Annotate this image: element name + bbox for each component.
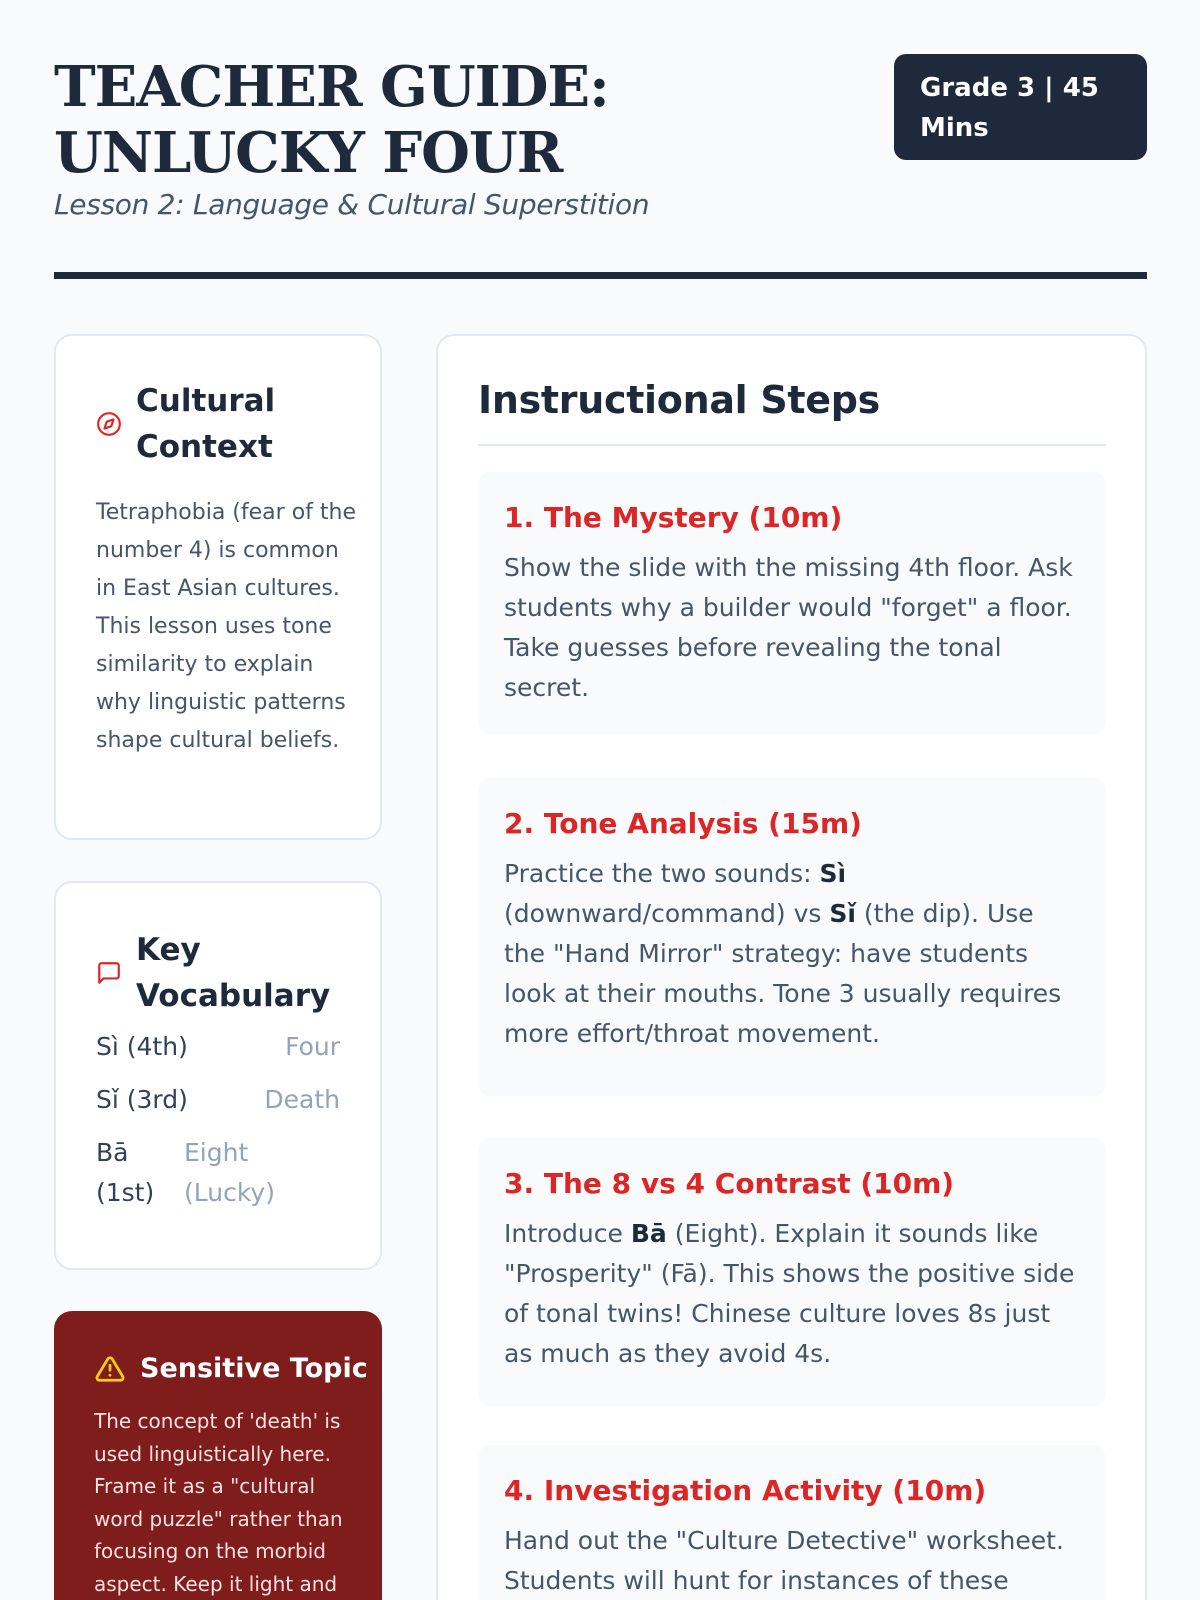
vocab-meaning: Eight (Lucky) <box>184 1138 275 1207</box>
instructional-steps-panel <box>436 334 1147 1600</box>
cultural-context-card <box>54 334 382 840</box>
step-card <box>478 472 1106 734</box>
cultural-context-title: Cultural Context <box>136 383 276 465</box>
step-card <box>478 1138 1106 1406</box>
step-text-part: Introduce <box>504 1219 631 1248</box>
vocab-meaning: Four <box>285 1032 340 1061</box>
key-vocabulary-title: Key Vocabulary <box>136 932 331 1014</box>
step-text-bold: Sǐ <box>829 899 856 928</box>
step-text <box>504 854 1080 1054</box>
speech-bubble-icon <box>96 960 122 986</box>
step-text: Show the slide with the missing 4th floor. Ask students why a builder would "forget" a floor. Take guesses before revealing the tonal secret. <box>504 553 1073 702</box>
page-title: TEACHER GUIDE: UNLUCKY FOUR <box>54 54 609 186</box>
cultural-context-text: Tetraphobia (fear of the number 4) is common in East Asian cultures. This lesson uses tone similarity to explain why linguistic patterns shape cultural beliefs. <box>96 500 356 753</box>
lesson-subtitle: Lesson 2: Language & Cultural Superstition <box>54 188 650 221</box>
step-text <box>504 1214 1080 1374</box>
step-text: Hand out the "Culture Detective" worksheet. Students will hunt for instances of these <box>504 1526 1064 1595</box>
warning-triangle-icon <box>94 1354 126 1384</box>
sensitive-topic-title: Sensitive Topic <box>140 1353 368 1384</box>
step-text-part: Practice the two sounds: <box>504 859 820 888</box>
key-vocabulary-card <box>54 881 382 1270</box>
instructional-steps-title: Instructional Steps <box>478 378 880 422</box>
vocab-term: Sì (4th) <box>96 1032 188 1061</box>
sensitive-topic-heading <box>94 1353 368 1384</box>
step-title: 1. The Mystery (10m) <box>504 501 843 534</box>
sensitive-topic-card <box>54 1311 382 1600</box>
step-title: 4. Investigation Activity (10m) <box>504 1474 987 1507</box>
step-text-part: (the dip). Use the "Hand Mirror" strategy: have students look at their mouths. Tone 3 usually requires more effort/throat movement. <box>504 899 1062 1048</box>
step-text-part: (Eight). Explain it sounds like "Prosperity" (Fā). This shows the positive side of tonal twins! Chinese culture loves 8s just as much as they avoid 4s. <box>504 1219 1075 1368</box>
cultural-context-heading <box>96 378 336 470</box>
vocab-meaning: Death <box>264 1085 340 1114</box>
step-text-bold: Sì <box>819 859 847 888</box>
step-card <box>478 1445 1106 1600</box>
sensitive-topic-text: The concept of 'death' is used linguistically here. Frame it as a "cultural word puzzle" rather than focusing on the morbid aspect. Keep it light and <box>94 1409 343 1596</box>
step-card <box>478 778 1106 1096</box>
vocab-term: Bā (1st) <box>96 1138 155 1207</box>
grade-duration-badge: Grade 3 | 45 Mins <box>894 54 1147 160</box>
vocab-term: Sǐ (3rd) <box>96 1085 188 1114</box>
step-title: 3. The 8 vs 4 Contrast (10m) <box>504 1167 955 1200</box>
step-text-bold: Bā <box>630 1219 667 1248</box>
step-text-part: (downward/command) vs <box>504 899 830 928</box>
compass-icon <box>96 411 122 437</box>
key-vocabulary-heading <box>96 927 336 1019</box>
step-title: 2. Tone Analysis (15m) <box>504 807 862 840</box>
header-divider <box>54 272 1147 279</box>
instructional-steps-divider <box>478 444 1106 446</box>
